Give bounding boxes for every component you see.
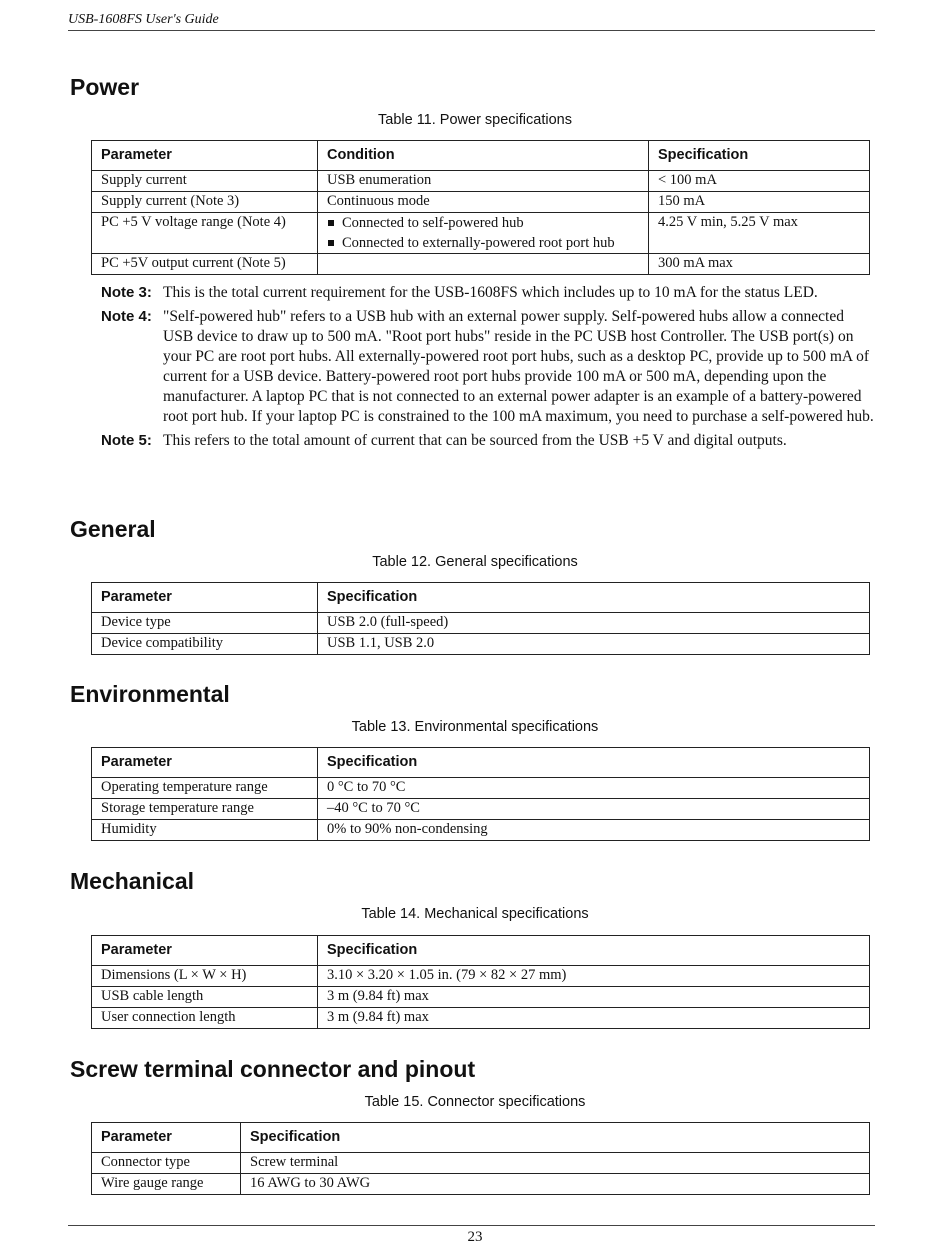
note-text: This is the total current requirement for the USB-1608FS which includes up to 10 mA for the status LED.	[163, 284, 818, 301]
column-header: Parameter	[92, 583, 318, 613]
table-row	[92, 171, 870, 192]
page-number: 23	[467, 1229, 483, 1245]
table-caption-connector: Table 15. Connector specifications	[364, 1094, 586, 1110]
mechanical-spec-table	[91, 935, 870, 1029]
parameter-cell: PC +5 V voltage range (Note 4)	[92, 213, 318, 254]
table-row	[92, 820, 870, 841]
note-label: Note 4:	[101, 308, 152, 325]
column-header: Condition	[318, 141, 649, 171]
parameter-cell: Supply current (Note 3)	[92, 192, 318, 213]
condition-bullet-item: Connected to externally-powered root port hub	[327, 233, 639, 253]
parameter-cell: PC +5V output current (Note 5)	[92, 254, 318, 275]
note	[101, 283, 876, 303]
parameter-cell: Storage temperature range	[92, 799, 318, 820]
parameter-cell: User connection length	[92, 1008, 318, 1029]
column-header: Parameter	[92, 141, 318, 171]
spec-cell: 16 AWG to 30 AWG	[241, 1174, 870, 1195]
parameter-cell: Device type	[92, 613, 318, 634]
table-header-row	[92, 1123, 870, 1153]
spec-cell: 150 mA	[649, 192, 870, 213]
spec-cell: –40 °C to 70 °C	[318, 799, 870, 820]
parameter-cell: Dimensions (L × W × H)	[92, 966, 318, 987]
table-row	[92, 799, 870, 820]
spec-cell: 3 m (9.84 ft) max	[318, 987, 870, 1008]
column-header: Specification	[318, 936, 870, 966]
parameter-cell: Connector type	[92, 1153, 241, 1174]
table-header-row	[92, 936, 870, 966]
note-label: Note 5:	[101, 432, 152, 449]
power-notes	[101, 283, 876, 455]
note	[101, 431, 876, 451]
table-row	[92, 778, 870, 799]
section-heading-connector: Screw terminal connector and pinout	[70, 1056, 476, 1082]
spec-cell: USB 2.0 (full-speed)	[318, 613, 870, 634]
table-row	[92, 254, 870, 275]
table-header-row	[92, 583, 870, 613]
table-row	[92, 966, 870, 987]
condition-bullet-list	[327, 213, 639, 253]
table-row	[92, 987, 870, 1008]
spec-cell: < 100 mA	[649, 171, 870, 192]
column-header: Parameter	[92, 1123, 241, 1153]
spec-cell: 0 °C to 70 °C	[318, 778, 870, 799]
spec-cell: 300 mA max	[649, 254, 870, 275]
note-text: "Self-powered hub" refers to a USB hub with an external power supply. Self-powered hubs allow a connected USB device to draw up to 500 mA. "Root port hubs" reside in the PC USB host Controller. The USB port(s) on your PC are root port hubs. All externally-powered root port hubs, such as a desktop PC, provide up to 500 mA of current for a USB device. Battery-powered root port hubs provide 100 mA or 500 mA, depending upon the manufacturer. A laptop PC that is not connected to an external power adapter is an example of a battery-powered root port hub. If your laptop PC is constrained to the 100 mA maximum, you need to purchase a self-powered hub.	[163, 308, 874, 425]
column-header: Specification	[318, 583, 870, 613]
column-header: Specification	[649, 141, 870, 171]
environmental-spec-table	[91, 747, 870, 841]
spec-cell: 3.10 × 3.20 × 1.05 in. (79 × 82 × 27 mm)	[318, 966, 870, 987]
table-row	[92, 1174, 870, 1195]
table-caption-environmental: Table 13. Environmental specifications	[351, 719, 599, 735]
column-header: Specification	[318, 748, 870, 778]
table-row	[92, 192, 870, 213]
table-row	[92, 213, 870, 254]
spec-cell: Screw terminal	[241, 1153, 870, 1174]
parameter-cell: Device compatibility	[92, 634, 318, 655]
column-header: Parameter	[92, 748, 318, 778]
table-row	[92, 1008, 870, 1029]
section-heading-environmental: Environmental	[70, 681, 230, 707]
parameter-cell: USB cable length	[92, 987, 318, 1008]
table-row	[92, 1153, 870, 1174]
spec-cell: 3 m (9.84 ft) max	[318, 1008, 870, 1029]
column-header: Parameter	[92, 936, 318, 966]
spec-cell: 0% to 90% non-condensing	[318, 820, 870, 841]
note-text: This refers to the total amount of current that can be sourced from the USB +5 V and digital outputs.	[163, 432, 787, 449]
table-caption-power: Table 11. Power specifications	[378, 112, 572, 128]
table-row	[92, 634, 870, 655]
column-header: Specification	[241, 1123, 870, 1153]
note	[101, 307, 876, 427]
section-heading-power: Power	[70, 74, 140, 100]
parameter-cell: Operating temperature range	[92, 778, 318, 799]
connector-spec-table	[91, 1122, 870, 1195]
condition-cell	[318, 213, 649, 254]
table-header-row	[92, 141, 870, 171]
spec-cell: USB 1.1, USB 2.0	[318, 634, 870, 655]
spec-cell: 4.25 V min, 5.25 V max	[649, 213, 870, 254]
parameter-cell: Humidity	[92, 820, 318, 841]
running-header: USB-1608FS User's Guide	[68, 12, 875, 31]
table-row	[92, 613, 870, 634]
table-caption-general: Table 12. General specifications	[372, 554, 578, 570]
power-spec-table	[91, 140, 870, 275]
footer-divider	[68, 1225, 875, 1226]
note-label: Note 3:	[101, 284, 152, 301]
section-heading-mechanical: Mechanical	[70, 868, 194, 894]
general-spec-table	[91, 582, 870, 655]
table-header-row	[92, 748, 870, 778]
section-heading-general: General	[70, 516, 156, 542]
parameter-cell: Supply current	[92, 171, 318, 192]
condition-cell: Continuous mode	[318, 192, 649, 213]
condition-cell: USB enumeration	[318, 171, 649, 192]
condition-bullet-item: Connected to self-powered hub	[327, 213, 639, 233]
condition-cell	[318, 254, 649, 275]
table-caption-mechanical: Table 14. Mechanical specifications	[361, 906, 589, 922]
parameter-cell: Wire gauge range	[92, 1174, 241, 1195]
